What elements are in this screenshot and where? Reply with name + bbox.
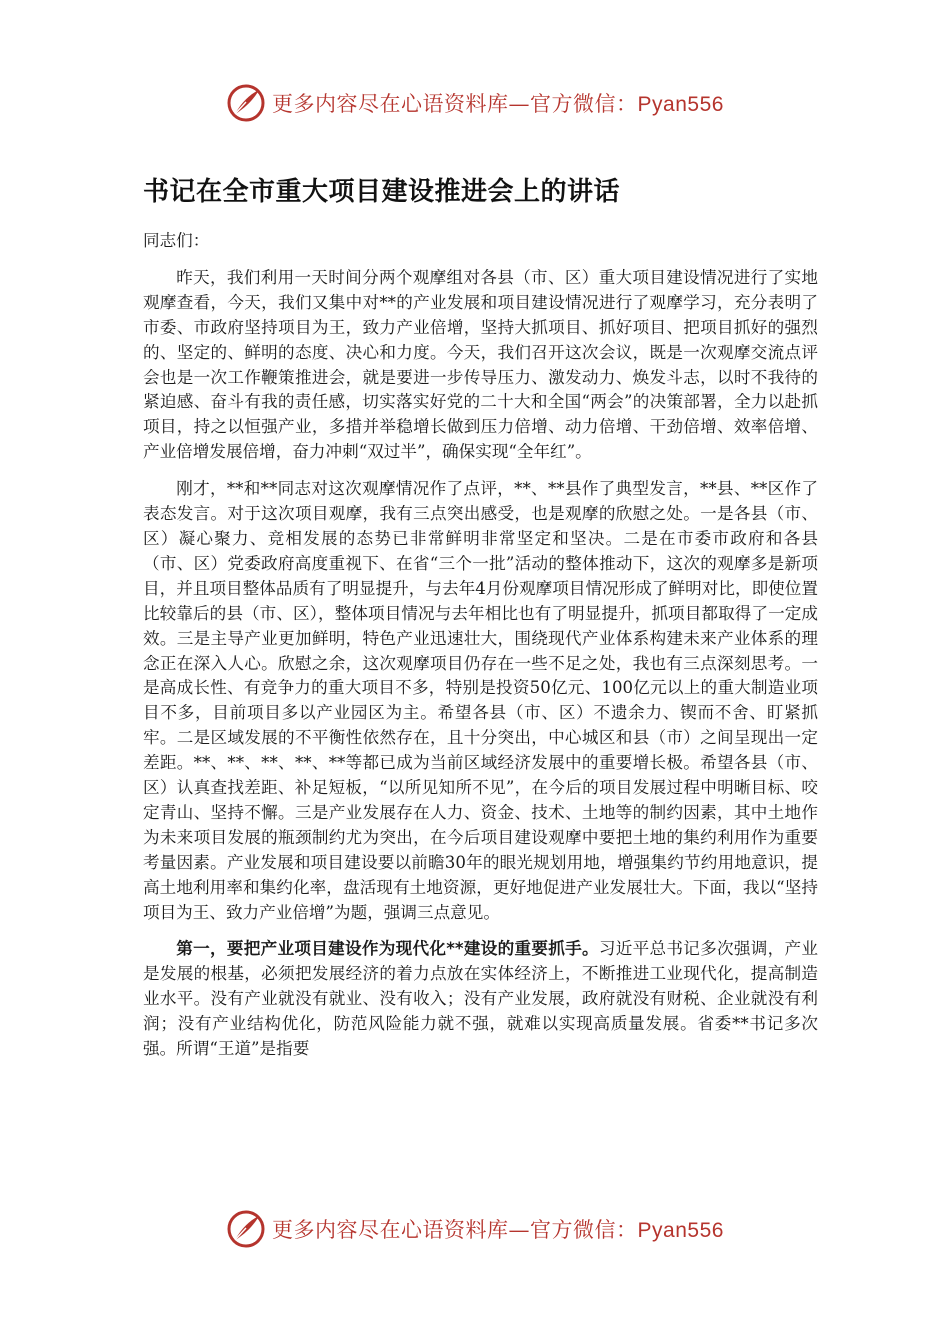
salutation: 同志们： xyxy=(143,231,210,250)
paragraph: 刚才，**和**同志对这次观摩情况作了点评，**、**县作了典型发言，**县、**区作了表态发言。对于这次项目观摩，我有三点突出感受，也是观摩的欣慰之处。一是各县（市、区）凝心聚力、竞相发展的态势已非常鲜明非常坚定和坚决。二是在市委市政府和各县（市、区）党委政府高度重视下、在省“三个一批”活动的整体推动下，这次的观摩多是新项目，并且项目整体品质有了明显提升，与去年4月份观摩项目情况形成了鲜明对比，即使位置比较靠后的县（市、区），整体项目情况与去年相比也有了明显提升，抓项目都取得了一定成效。三是主导产业更加鲜明，特色产业迅速壮大，围绕现代产业体系构建未来产业体系的理念正在深入人心。欣慰之余，这次观摩项目仍存在一些不足之处，我也有三点深刻思考。一是高成长性、有竞争力的重大项目不多，特别是投资50亿元、100亿元以上的重大制造业项目不多，目前项目多以产业园区为主。希望各县（市、区）不遗余力、锲而不舍、盯紧抓牢。二是区域发展的不平衡性依然存在，且十分突出，中心城区和县（市）之间呈现出一定差距。**、**、**、**、**等都已成为当前区域经济发展中的重要增长极。希望各县（市、区）认真查找差距、补足短板，“以所见知所不见”，在今后的项目发展过程中明晰目标、咬定青山、坚持不懈。三是产业发展存在人力、资金、技术、土地等的制约因素，其中土地作为未来项目发展的瓶颈制约尤为突出，在今后项目建设观摩中要把土地的集约利用作为重要考量因素。产业发展和项目建设要以前瞻30年的眼光规划用地，增强集约节约用地意识，提高土地利用率和集约化率，盘活现有土地资源，更好地促进产业发展壮大。下面，我以“坚持项目为王、致力产业倍增”为题，强调三点意见。 xyxy=(143,479,818,922)
section-one-body: 习近平总书记多次强调，产业是发展的根基，必须把发展经济的着力点放在实体经济上，不断推进工业现代化，提高制造业水平。没有产业就没有就业、没有收入；没有产业发展，政府就没有财税、企业就没有利润；没有产业结构优化，防范风险能力就不强，就难以实现高质量发展。省委**书记多次强。所谓“王道”是指要 xyxy=(143,939,819,1059)
footer-banner xyxy=(0,1204,950,1254)
wechat-id: Pyan556 xyxy=(637,93,724,116)
document-body xyxy=(143,229,818,1062)
banner-text: 更多内容尽在心语资料库—官方微信：Pyan556 xyxy=(272,92,724,116)
document-title: 书记在全市重大项目建设推进会上的讲话 xyxy=(143,177,621,207)
banner-text: 更多内容尽在心语资料库—官方微信：Pyan556 xyxy=(272,1218,724,1242)
quill-logo-icon xyxy=(226,83,266,123)
wechat-id: Pyan556 xyxy=(637,1219,724,1242)
paragraph: 昨天，我们利用一天时间分两个观摩组对各县（市、区）重大项目建设情况进行了实地观摩查看，今天，我们又集中对**的产业发展和项目建设情况进行了观摩学习，充分表明了市委、市政府坚持项目为王，致力产业倍增，坚持大抓项目、抓好项目、把项目抓好的强烈的、坚定的、鲜明的态度、决心和力度。今天，我们召开这次会议，既是一次观摩交流点评会也是一次工作鞭策推进会，就是要进一步传导压力、激发动力、焕发斗志，以时不我待的紧迫感、奋斗有我的责任感，切实落实好党的二十大和全国“两会”的决策部署，全力以赴抓项目，持之以恒强产业，多措并举稳增长做到压力倍增、动力倍增、干劲倍增、效率倍增、产业倍增发展倍增，奋力冲刺“双过半”，确保实现“全年红”。 xyxy=(143,267,818,462)
section-one-paragraph xyxy=(143,937,818,1062)
section-one-lead: 第一，要把产业项目建设作为现代化**建设的重要抓手。 xyxy=(176,939,599,959)
header-banner xyxy=(0,78,950,128)
quill-logo-icon xyxy=(226,1209,266,1249)
